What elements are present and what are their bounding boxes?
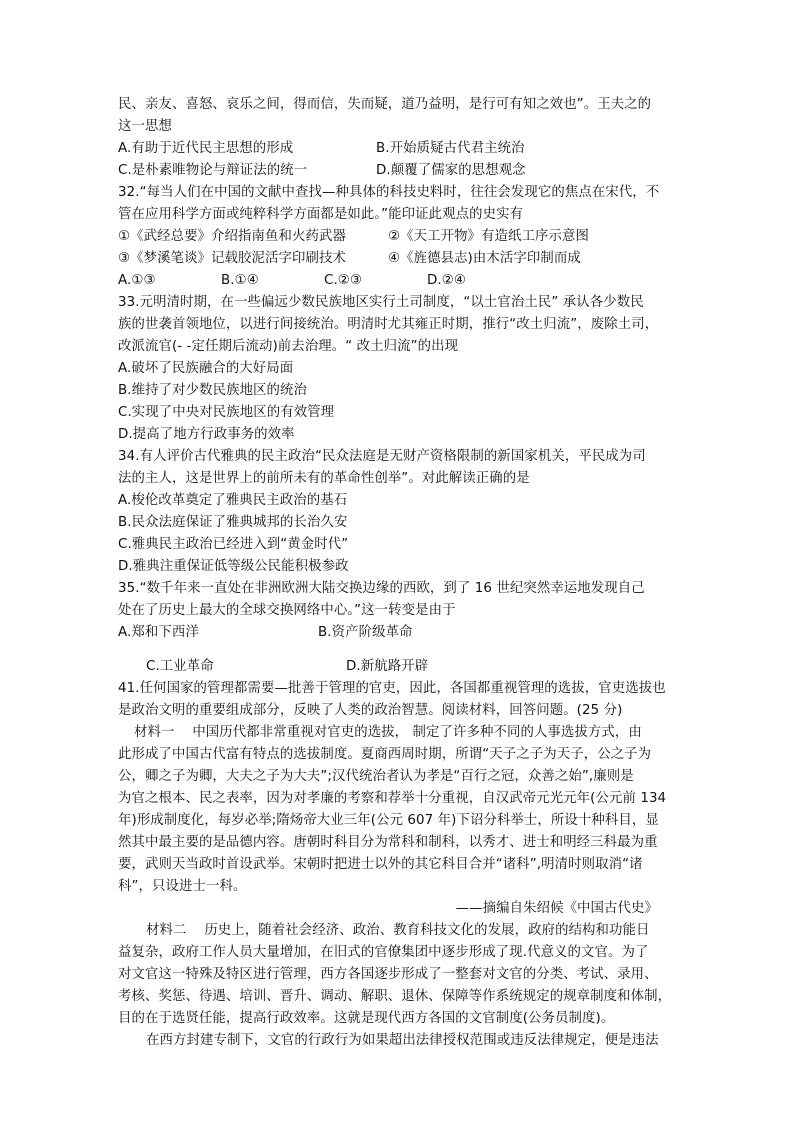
material3-line-1: 在西方封建专制下，文官的行政行为如果超出法律授权范围或违反法律规定，便是违法 — [146, 1033, 659, 1048]
q35-options-row-1 — [118, 622, 678, 644]
material1-line-2: 此形成了中国古代富有特点的选拔制度。夏商西周时期，所谓“天子之子为天子，公之子为 — [118, 747, 652, 762]
q34-stem-line-2: 法的主人，这是世界上的前所未有的革命性创举”。对此解读正确的是 — [118, 471, 530, 486]
q41-stem-line-1: 41.任何国家的管理都需要—批善于管理的官吏，因此，各国都重视管理的选拔，官吏选拔也 — [118, 681, 666, 696]
material2-line-1: 材料二 历史上，随着社会经济、政治、教育科技文化的发展，政府的结构和功能日 — [146, 923, 650, 938]
q32-item-4: ④《旌德县志)由木活字印制而成 — [388, 251, 581, 266]
q35-option-c: C.工业革命 — [146, 659, 214, 674]
material2-line-5: 目的在于选贤任能，提高行政效率。这就是现代西方各国的文官制度(公务员制度)。 — [118, 1011, 615, 1026]
q32-option-a: A.①③ — [118, 273, 156, 288]
q32-option-d: D.②④ — [427, 273, 466, 288]
q34-option-d: D.雅典注重保证低等级公民能积极参政 — [118, 559, 349, 574]
q35-stem-line-1: 35.“数千年来一直处在非洲欧洲大陆交换边缘的西欧，到了 16 世纪突然幸运地发现自己 — [118, 581, 645, 596]
q33-stem-line-3: 改派流官(- -定任期后流动)前去治理。“ 改土归流”的出现 — [118, 339, 459, 354]
q31-option-b: B.开始质疑古代君主统治 — [376, 141, 525, 156]
q31-line-1: 民、亲友、喜怒、哀乐之间，得而信，失而疑，道乃益明，是行可有知之效也”。王夫之的 — [118, 97, 652, 112]
q32-option-c: C.②③ — [324, 273, 363, 288]
material1-source: ——摘编自朱绍候《中国古代史》 — [455, 901, 658, 916]
q32-stem-line-2: 管在应用科学方面或纯粹科学方面都是如此。”能印证此观点的史实有 — [118, 207, 524, 222]
material1-line-7: 要，武则天当政时首设武举。宋朝时把进士以外的其它科目合并“诸科”,明清时则取消“诸 — [118, 857, 643, 872]
q34-option-a: A.梭伦改革奠定了雅典民主政治的基石 — [118, 493, 348, 508]
material1-line-5: 年)形成制度化，每岁必举;隋炀帝大业三年(公元 607 年)下诏分科举士，所设十种科目，显 — [118, 813, 659, 828]
q32-options-row — [118, 270, 678, 292]
spacer — [118, 644, 678, 656]
q31-option-d: D.颠覆了儒家的思想观念 — [376, 163, 526, 178]
q31-options-row-2 — [118, 160, 678, 182]
q33-stem-line-2: 族的世袭首领地位，以进行间接统治。明清时尤其雍正时期，推行“改土归流”，废除土司， — [118, 317, 659, 332]
q35-option-d: D.新航路开辟 — [346, 659, 429, 674]
q33-option-d: D.提高了地方行政事务的效率 — [118, 427, 295, 442]
material2-line-3: 对文官这一特殊及特区进行管理，西方各国逐步形成了一整套对文官的分类、考试、录用、 — [118, 967, 658, 982]
material1-line-8: 科”，只设进士一科。 — [118, 879, 247, 894]
exam-page — [118, 94, 678, 1052]
q35-options-row-2 — [118, 656, 678, 678]
q31-options-row-1 — [118, 138, 678, 160]
material1-line-6: 然其中最主要的是品德内容。唐朝时科目分为常科和制科，以秀才、进士和明经三科最为重 — [118, 835, 658, 850]
q32-items-row-2 — [118, 248, 678, 270]
q35-option-a: A.郑和下西洋 — [118, 625, 199, 640]
q34-option-b: B.民众法庭保证了雅典城邦的长治久安 — [118, 515, 348, 530]
q32-option-b: B.①④ — [221, 273, 259, 288]
q33-stem-line-1: 33.元明清时期，在一些偏远少数民族地区实行土司制度，“以土官治土民” 承认各少数民 — [118, 295, 644, 310]
q32-items-row-1 — [118, 226, 678, 248]
q31-option-a: A.有助于近代民主思想的形成 — [118, 141, 294, 156]
q34-stem-line-1: 34.有人评价古代雅典的民主政治“民众法庭是无财产资格限制的新国家机关，平民成为司 — [118, 449, 646, 464]
material1-line-4: 为官之根本、民之表率，因为对孝廉的考察和荐举十分重视，自汉武帝元光元年(公元前 134 — [118, 791, 667, 806]
material2-line-2: 益复杂，政府工作人员大量增加，在旧式的官僚集团中逐步形成了现.代意义的文官。为了 — [118, 945, 649, 960]
q31-line-2: 这一思想 — [118, 119, 172, 134]
material1-line-1: 材料一 中国历代都非常重视对官吏的选拔， 制定了许多种不同的人事选拔方式，由 — [134, 725, 642, 740]
q41-stem-line-2: 是政治文明的重要组成部分，反映了人类的政治智慧。阅读材料，回答问题。(25 分) — [118, 703, 623, 718]
material1-line-3: 公，卿之子为卿，大夫之子为大夫”;汉代统治者认为孝是“百行之冠，众善之始”,廉则是 — [118, 769, 634, 784]
q33-option-b: B.维持了对少数民族地区的统治 — [118, 383, 308, 398]
q31-option-c: C.是朴素唯物论与辩证法的统一 — [118, 163, 308, 178]
q35-option-b: B.资产阶级革命 — [318, 625, 413, 640]
q32-stem-line-1: 32.“每当人们在中国的文献中查找—种具体的科技史料时，往往会发现它的焦点在宋代，不 — [118, 185, 660, 200]
q33-option-c: C.实现了中央对民族地区的有效管理 — [118, 405, 335, 420]
q33-option-a: A.破坏了民族融合的大好局面 — [118, 361, 294, 376]
q34-option-c: C.雅典民主政治已经进入到“黄金时代” — [118, 537, 349, 552]
q32-item-1: ①《武经总要》介绍指南鱼和火药武器 — [118, 229, 346, 244]
q32-item-3: ③《梦溪笔谈》记载胶泥活字印刷技术 — [118, 251, 346, 266]
q35-stem-line-2: 处在了历史上最大的全球交换网络中心。”这一转变是由于 — [118, 603, 456, 618]
material2-line-4: 考核、奖惩、待遇、培训、晋升、调动、解职、退休、保障等作系统规定的规章制度和体制， — [118, 989, 672, 1004]
q32-item-2: ②《天工开物》有造纸工序示意图 — [388, 229, 589, 244]
